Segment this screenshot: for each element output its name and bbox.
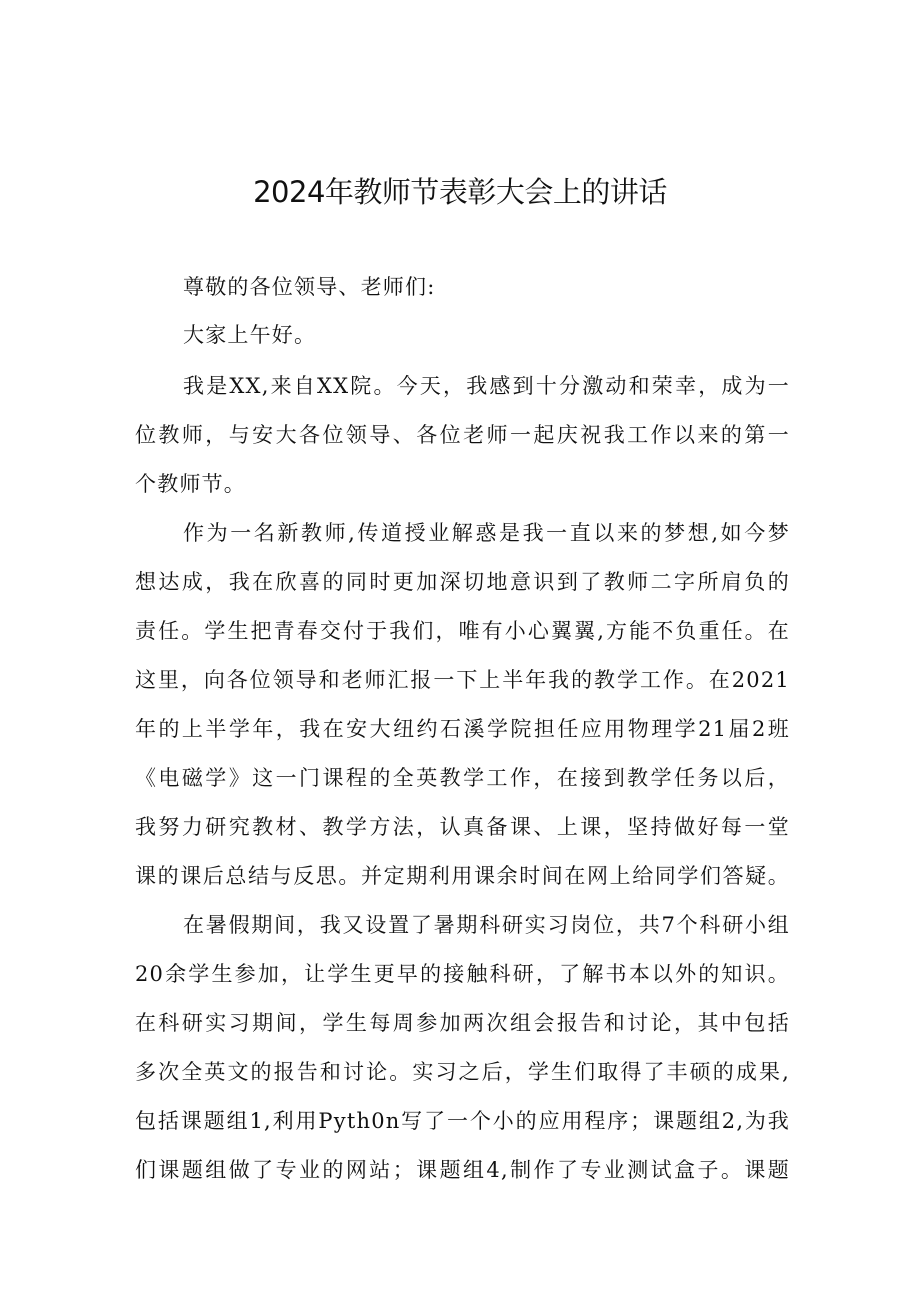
paragraph-line: 我是XX,来自XX院。今天，我感到十分激动和荣幸，成为一 xyxy=(183,374,790,398)
paragraph-line: 想达成，我在欣喜的同时更加深切地意识到了教师二字所肩负的 xyxy=(135,570,790,594)
salutation-line: 尊敬的各位领导、老师们: xyxy=(183,275,436,299)
paragraph-line: 责任。学生把青春交付于我们，唯有小心翼翼,方能不负重任。在 xyxy=(135,619,790,643)
paragraph-line: 多次全英文的报告和讨论。实习之后，学生们取得了丰硕的成果, xyxy=(135,1060,790,1084)
paragraph-line: 个教师节。 xyxy=(135,472,246,496)
document-title: 2024年教师节表彰大会上的讲话 xyxy=(253,175,667,209)
paragraph-line: 年的上半学年，我在安大纽约石溪学院担任应用物理学21届2班 xyxy=(135,717,790,741)
paragraph-line: 我努力研究教材、教学方法，认真备课、上课，坚持做好每一堂 xyxy=(135,815,790,839)
paragraph-line: 这里，向各位领导和老师汇报一下上半年我的教学工作。在2021 xyxy=(135,668,790,692)
paragraph-line: 包括课题组1,利用Pyth0n写了一个小的应用程序；课题组2,为我 xyxy=(135,1109,790,1133)
paragraph-line: 20余学生参加，让学生更早的接触科研，了解书本以外的知识。 xyxy=(135,962,790,986)
paragraph-line: 作为一名新教师,传道授业解惑是我一直以来的梦想,如今梦 xyxy=(183,521,790,545)
paragraph-line: 在科研实习期间，学生每周参加两次组会报告和讨论，其中包括 xyxy=(135,1011,790,1035)
paragraph-line: 位教师，与安大各位领导、各位老师一起庆祝我工作以来的第一 xyxy=(135,423,790,447)
paragraph-line: 们课题组做了专业的网站；课题组4,制作了专业测试盒子。课题 xyxy=(135,1158,790,1182)
paragraph-line: 课的课后总结与反思。并定期利用课余时间在网上给同学们答疑。 xyxy=(135,864,790,888)
greeting-line: 大家上午好。 xyxy=(183,323,317,347)
paragraph-line: 《电磁学》这一门课程的全英教学工作，在接到教学任务以后， xyxy=(135,766,790,790)
paragraph-line: 在暑假期间，我又设置了暑期科研实习岗位，共7个科研小组 xyxy=(183,913,790,937)
